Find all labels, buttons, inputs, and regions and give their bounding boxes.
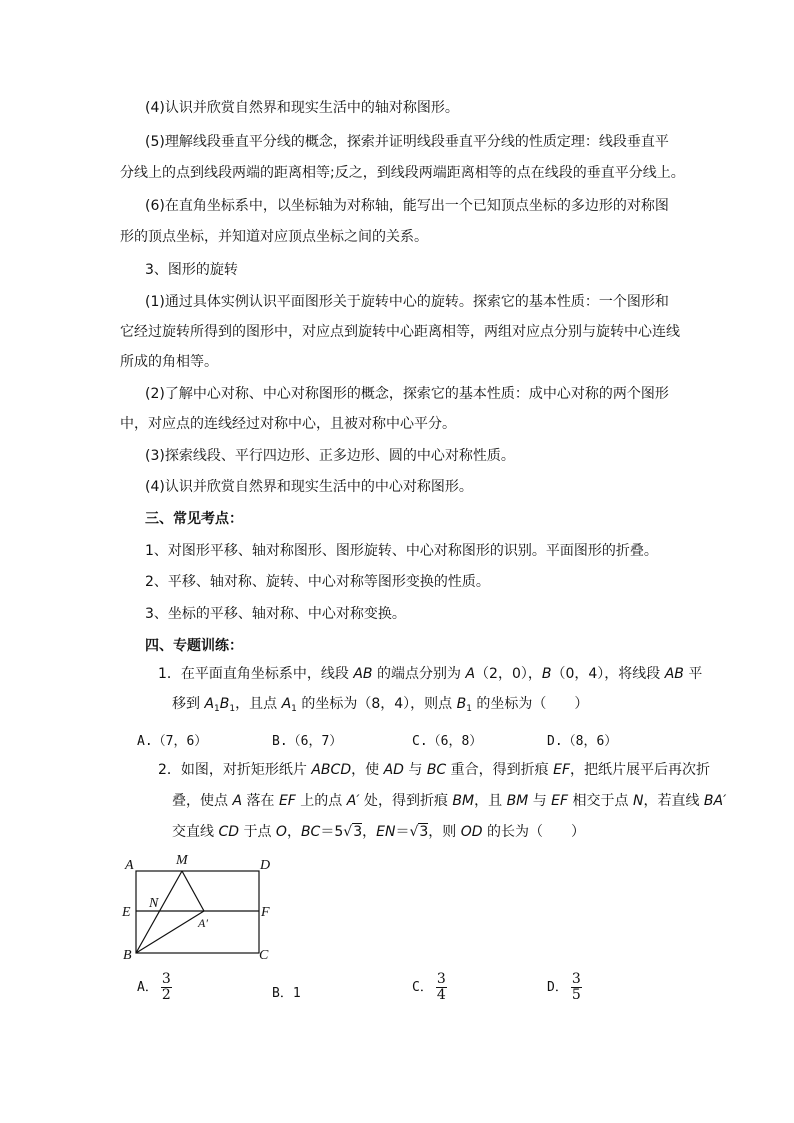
item-coordinate-symmetry-line2: 形的顶点坐标，并知道对应顶点坐标之间的关系。 [120,229,428,245]
rotation-item2-line2: 中，对应点的连线经过对称中心，且被对称中心平分。 [120,416,456,432]
rotation-item3: (3)探索线段、平行四边形、正多边形、圆的中心对称性质。 [145,448,515,464]
sqrt-symbol: √3 [409,824,429,840]
item-perpendicular-bisector-line1: (5)理解线段垂直平分线的概念，探索并证明线段垂直平分线的性质定理：线段垂直平 [145,134,669,150]
segment-ma1 [182,871,204,911]
segment-bm [136,871,182,953]
kaodian-point1: 1、对图形平移、轴对称图形、图形旋转、中心对称图形的识别。平面图形的折叠。 [145,543,658,559]
kaodian-point2: 2、平移、轴对称、旋转、中心对称等图形变换的性质。 [145,574,490,590]
rotation-item2-line1: (2)了解中心对称、中心对称图形的概念，探索它的基本性质：成中心对称的两个图形 [145,386,669,402]
label-a: A [125,858,134,873]
question2-option-d[interactable]: D． $\frac{3}{5}$ [547,971,581,1003]
question2-option-a[interactable]: A． $\frac{3}{2}$ [137,971,171,1003]
rectangle-fold-figure [118,850,278,966]
question1-line1: 1．在平面直角坐标系中，线段 AB 的端点分别为 A（2，0），B（0，4），将线段 AB 平 [158,666,703,682]
rotation-heading: 3、图形的旋转 [145,262,238,278]
label-m: M [176,853,188,868]
question2-option-b[interactable]: B．1 [272,986,301,1001]
rectangle-abcd [136,871,259,953]
item-coordinate-symmetry-line1: (6)在直角坐标系中，以坐标轴为对称轴，能写出一个已知顶点坐标的多边形的对称图 [145,198,669,214]
kaodian-point3: 3、坐标的平移、轴对称、中心对称变换。 [145,606,406,622]
rotation-item1-line3: 所成的角相等。 [120,354,218,370]
label-a-prime: A′ [198,916,208,930]
question2-line1: 2．如图，对折矩形纸片 ABCD，使 AD 与 BC 重合，得到折痕 EF，把纸片展平后再次折 [158,762,711,778]
question1-option-a[interactable]: A.（7，6） [137,734,208,749]
label-d: D [260,858,271,873]
item-perpendicular-bisector-line2: 分线上的点到线段两端的距离相等;反之，到线段两端距离相等的点在线段的垂直平分线上。 [120,165,685,181]
label-e: E [122,905,131,920]
training-heading: 四、专题训练： [145,638,243,654]
question1-option-c[interactable]: C.（6，8） [412,734,483,749]
fraction: $\frac{3}{4}$ [436,971,446,1003]
fraction: $\frac{3}{5}$ [571,971,581,1003]
kaodian-heading: 三、常见考点： [145,511,243,527]
label-n: N [149,896,159,911]
label-f: F [261,905,270,920]
fraction: $\frac{3}{2}$ [161,971,171,1003]
segment-ba1 [136,911,204,953]
question1-line2: 移到 $A_1B_1$，且点 $A_1$ 的坐标为（8，4），则点 $B_1$ 的坐标为（ ） [172,696,589,714]
rotation-item1-line1: (1)通过具体实例认识平面图形关于旋转中心的旋转。探索它的基本性质：一个图形和 [145,294,669,310]
rotation-item4: (4)认识并欣赏自然界和现实生活中的中心对称图形。 [145,479,473,495]
question2-line3: 交直线 CD 于点 O，BC＝5√3，EN＝√3，则 OD 的长为（ ） [172,824,585,840]
label-b: B [123,948,132,963]
question1-option-b[interactable]: B.（6，7） [272,734,343,749]
question2-line2: 叠，使点 A 落在 EF 上的点 A′ 处，得到折痕 BM，且 BM 与 EF 相交于点 N，若直线 BA′ [172,793,727,809]
label-c: C [259,948,269,963]
rotation-item1-line2: 它经过旋转所得到的图形中，对应点到旋转中心距离相等，两组对应点分别与旋转中心连线 [120,324,680,340]
question1-option-d[interactable]: D.（8，6） [547,734,618,749]
sqrt-symbol: √3 [343,824,363,840]
item-axis-symmetry-appreciation: (4)认识并欣赏自然界和现实生活中的轴对称图形。 [145,100,459,116]
question2-option-c[interactable]: C． $\frac{3}{4}$ [412,971,446,1003]
